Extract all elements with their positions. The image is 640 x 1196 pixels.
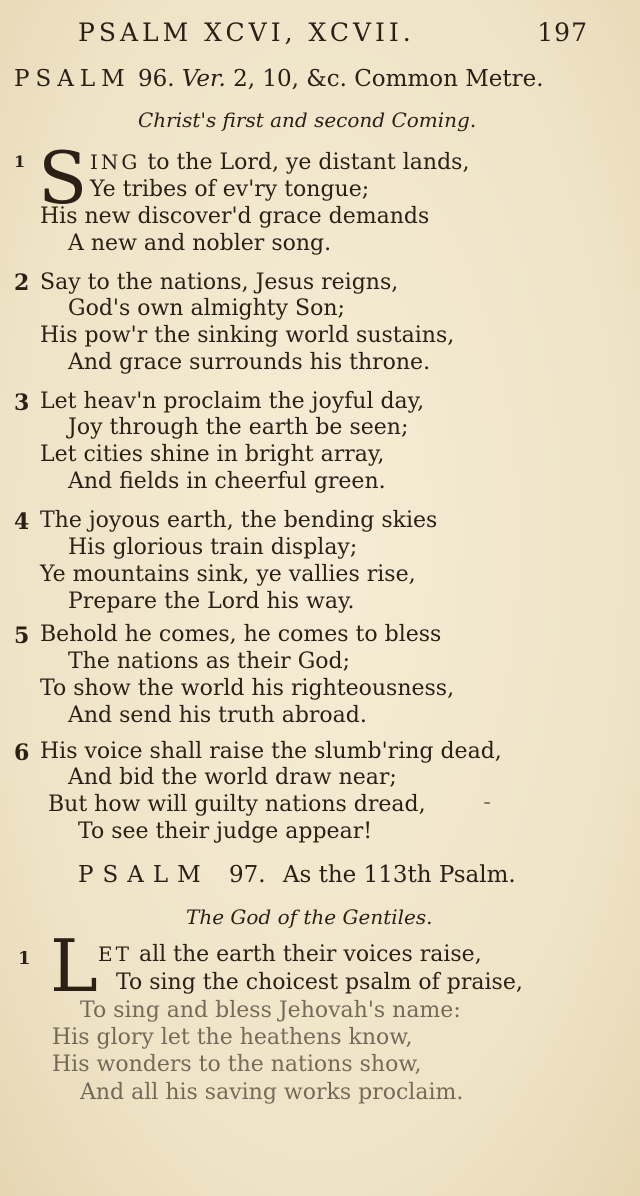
verse-line: Ye mountains sink, ye vallies rise,	[40, 562, 416, 587]
psalm-97-heading-rest: As the 113th Psalm.	[282, 862, 516, 888]
verse-line: And bid the world draw near;	[68, 765, 397, 790]
drop-capital: L	[50, 924, 98, 1008]
psalm-97-heading	[78, 862, 516, 888]
verse-line-text: all the earth their voices raise,	[138, 942, 482, 967]
verse-line: His pow'r the sinking world sustains,	[40, 323, 455, 348]
stanza-number: 6	[14, 740, 30, 766]
verse-line: A new and nobler song.	[68, 231, 332, 256]
verse-line: And grace surrounds his throne.	[68, 350, 431, 375]
stanza-number: 1	[14, 152, 26, 171]
verse-line: To sing and bless Jehovah's name:	[80, 998, 461, 1023]
stanza-number: 3	[14, 390, 30, 416]
verse-line: Ye tribes of ev'ry tongue;	[90, 177, 370, 202]
capital-word: ET	[98, 942, 132, 966]
verse-line: And fields in cheerful green.	[68, 469, 386, 494]
psalm-96-heading-label: PSALM	[14, 66, 131, 92]
psalm-96-heading-rest: 2, 10, &c. Common Metre.	[233, 66, 544, 92]
verse-line: Joy through the earth be seen;	[68, 415, 409, 440]
verse-line: His new discover'd grace demands	[40, 204, 430, 229]
verse-line: To show the world his righteousness,	[40, 676, 455, 701]
stanza-number: 2	[14, 270, 30, 296]
verse-line-text: to the Lord, ye distant lands,	[147, 150, 470, 175]
verse-line: Say to the nations, Jesus reigns,	[40, 270, 399, 295]
psalm-96-heading	[14, 66, 544, 92]
verse-line: To see their judge appear!	[78, 819, 373, 844]
verse-line: His glory let the heathens know,	[52, 1025, 413, 1050]
psalm-96-subtitle: Christ's first and second Coming.	[138, 108, 477, 132]
verse-line: To sing the choicest psalm of praise,	[116, 970, 523, 995]
stanza-number: 5	[14, 623, 30, 649]
paper-speck	[484, 802, 490, 804]
stanza-number: 1	[18, 948, 31, 969]
verse-line: His glorious train display;	[68, 535, 358, 560]
verse-line: But how will guilty nations dread,	[48, 792, 426, 817]
psalm-97-heading-label: PSALM	[78, 862, 210, 888]
verse-line: The joyous earth, the bending skies	[40, 508, 438, 533]
running-head-title: PSALM XCVI, XCVII.	[78, 18, 415, 47]
verse-line: His wonders to the nations show,	[52, 1052, 422, 1077]
verse-line: God's own almighty Son;	[68, 296, 345, 321]
psalm-97-heading-number: 97.	[228, 862, 266, 888]
verse-line: His voice shall raise the slumb'ring dead,	[40, 739, 502, 764]
verse-line: And send his truth abroad.	[68, 703, 367, 728]
drop-capital: S	[38, 136, 88, 220]
verse-line: Let heav'n proclaim the joyful day,	[40, 389, 425, 414]
psalm-97-subtitle: The God of the Gentiles.	[186, 905, 433, 929]
psalm-96-heading-ref: Ver.	[181, 66, 226, 92]
verse-line: The nations as their God;	[68, 649, 351, 674]
verse-line	[98, 942, 482, 967]
psalm-96-heading-number: 96.	[137, 66, 175, 92]
page-number: 197	[537, 18, 588, 47]
verse-line: Let cities shine in bright array,	[40, 442, 385, 467]
capital-word: ING	[90, 150, 141, 174]
verse-line: And all his saving works proclaim.	[80, 1080, 464, 1105]
stanza-number: 4	[14, 509, 30, 535]
verse-line: Behold he comes, he comes to bless	[40, 622, 442, 647]
verse-line	[90, 150, 469, 175]
verse-line: Prepare the Lord his way.	[68, 589, 355, 614]
